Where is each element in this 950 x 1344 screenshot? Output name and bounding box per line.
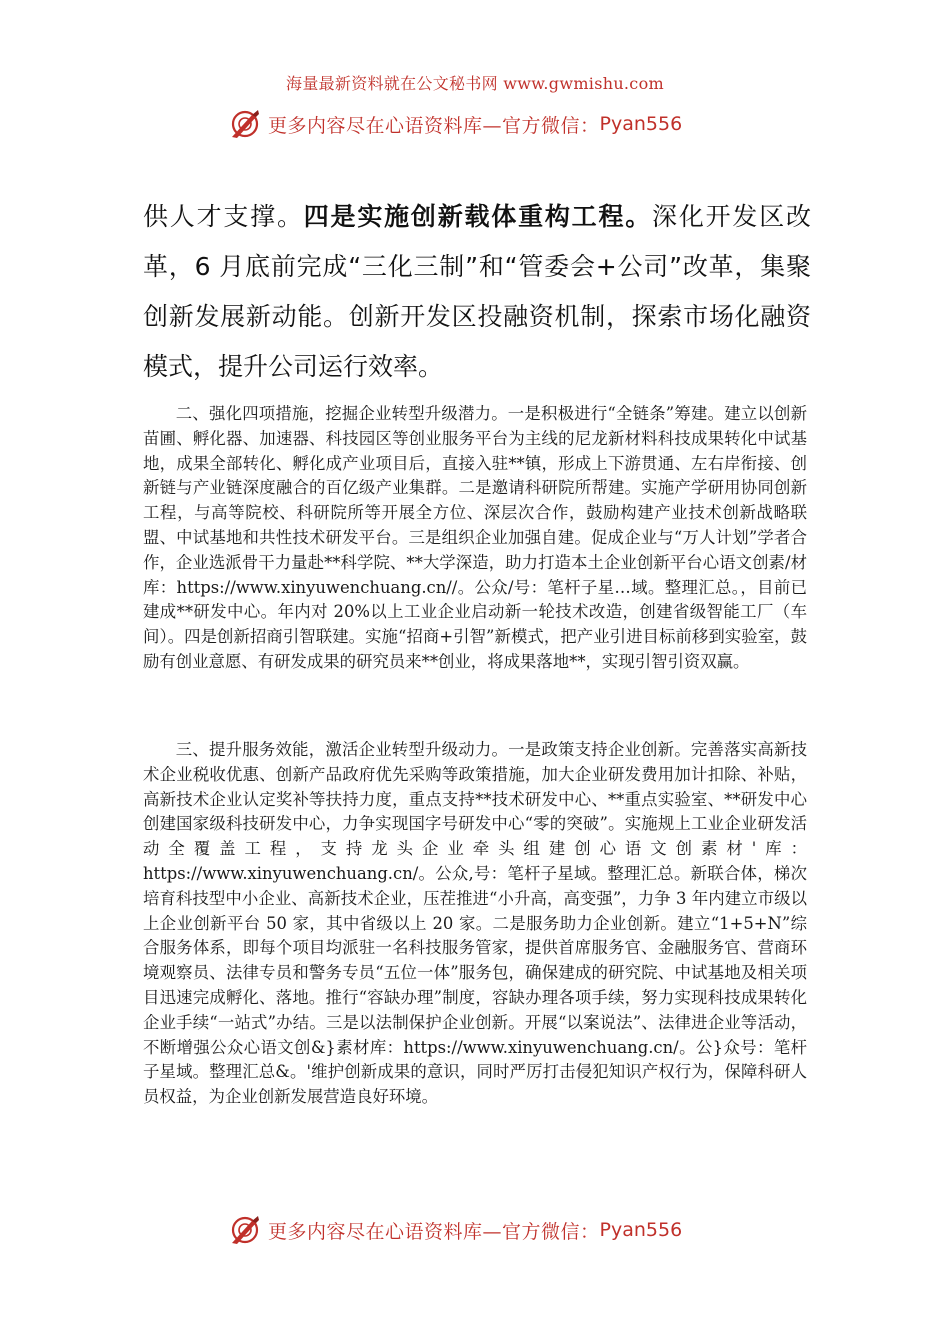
pen-logo-icon	[228, 1213, 262, 1247]
paragraph-section-two: 二、强化四项措施，挖掘企业转型升级潜力。一是积极进行“全链条”筹建。建立以创新苗圃、孵化器、加速器、科技园区等创业服务平台为主线的尼龙新材料科技成果转化中试基地，成果全部转化、孵化成产业项目后，直接入驻**镇，形成上下游贯通、左右岸衔接、创新链与产业链深度融合的百亿级产业集群。二是邀请科研院所帮建。实施产学研用协同创新工程，与高等院校、科研院所等开展全方位、深层次合作，鼓励构建产业技术创新战略联盟、中试基地和共性技术研发平台。三是组织企业加强自建。促成企业与“万人计划”学者合作，企业选派骨干力量赴**科学院、**大学深造，助力打造本土企业创新平台心语文创素/材库：https://www.xinyuwenchuang.cn//。公众/号：笔杆子星…域。整理汇总。，目前已建成**研发中心。年内对 20%以上工业企业启动新一轮技术改造，创建省级智能工厂（车间）。四是创新招商引智联建。实施“招商+引智”新模式，把产业引进目标前移到实验室，鼓励有创业意愿、有研发成果的研究员来**创业，将成果落地**，实现引智引资双赢。	[143, 404, 807, 671]
banner-text: 更多内容尽在心语资料库—官方微信：	[268, 114, 600, 137]
pen-logo-icon	[228, 107, 262, 141]
lead-bold-heading: 四是实施创新载体重构工程。	[303, 202, 653, 231]
lead-text-rest: 深化开发区改革，6 月底前完成“三化三制”和“管委会+公司”改革，集聚创新发展新动能。创新开发区投融资机制，探索市场化融资模式，提升公司运行效率。	[143, 202, 811, 381]
banner-wechat-id: Pyan556	[599, 1219, 683, 1241]
lead-paragraph	[143, 192, 811, 392]
bottom-banner	[228, 1212, 728, 1248]
banner-wechat-id: Pyan556	[599, 113, 683, 135]
header-watermark-link: 海量最新资料就在公文秘书网 www.gwmishu.com	[286, 74, 664, 93]
lead-text-start: 供人才支撑。	[143, 202, 304, 231]
paragraph-section-three: 三、提升服务效能，激活企业转型升级动力。一是政策支持企业创新。完善落实高新技术企业税收优惠、创新产品政府优先采购等政策措施，加大企业研发费用加计扣除、补贴，高新技术企业认定奖补等扶持力度，重点支持**技术研发中心、**重点实验室、**研发中心创建国家级科技研发中心，力争实现国字号研发中心“零的突破”。实施规上工业企业研发活动全覆盖工程，支持龙头企业牵头组建创心语文创素材'库：https://www.xinyuwenchuang.cn/。公众,号：笔杆子星域。整理汇总。新联合体，梯次培育科技型中小企业、高新技术企业，压茬推进“小升高，高变强”，力争 3 年内建立市级以上企业创新平台 50 家，其中省级以上 20 家。二是服务助力企业创新。建立“1+5+N”综合服务体系，即每个项目均派驻一名科技服务管家，提供首席服务官、金融服务官、营商环境观察员、法律专员和警务专员“五位一体”服务包，确保建成的研究院、中试基地及相关项目迅速完成孵化、落地。推行“容缺办理”制度，容缺办理各项手续，努力实现科技成果转化企业手续“一站式”办结。三是以法制保护企业创新。开展“以案说法”、法律进企业等活动，不断增强公众心语文创&}素材库：https://www.xinyuwenchuang.cn/。公}众号：笔杆子星域。整理汇总&。'维护创新成果的意识，同时严厉打击侵犯知识产权行为，保障科研人员权益，为企业创新发展营造良好环境。	[143, 740, 807, 1107]
top-banner	[228, 106, 728, 142]
banner-text: 更多内容尽在心语资料库—官方微信：	[268, 1220, 600, 1243]
